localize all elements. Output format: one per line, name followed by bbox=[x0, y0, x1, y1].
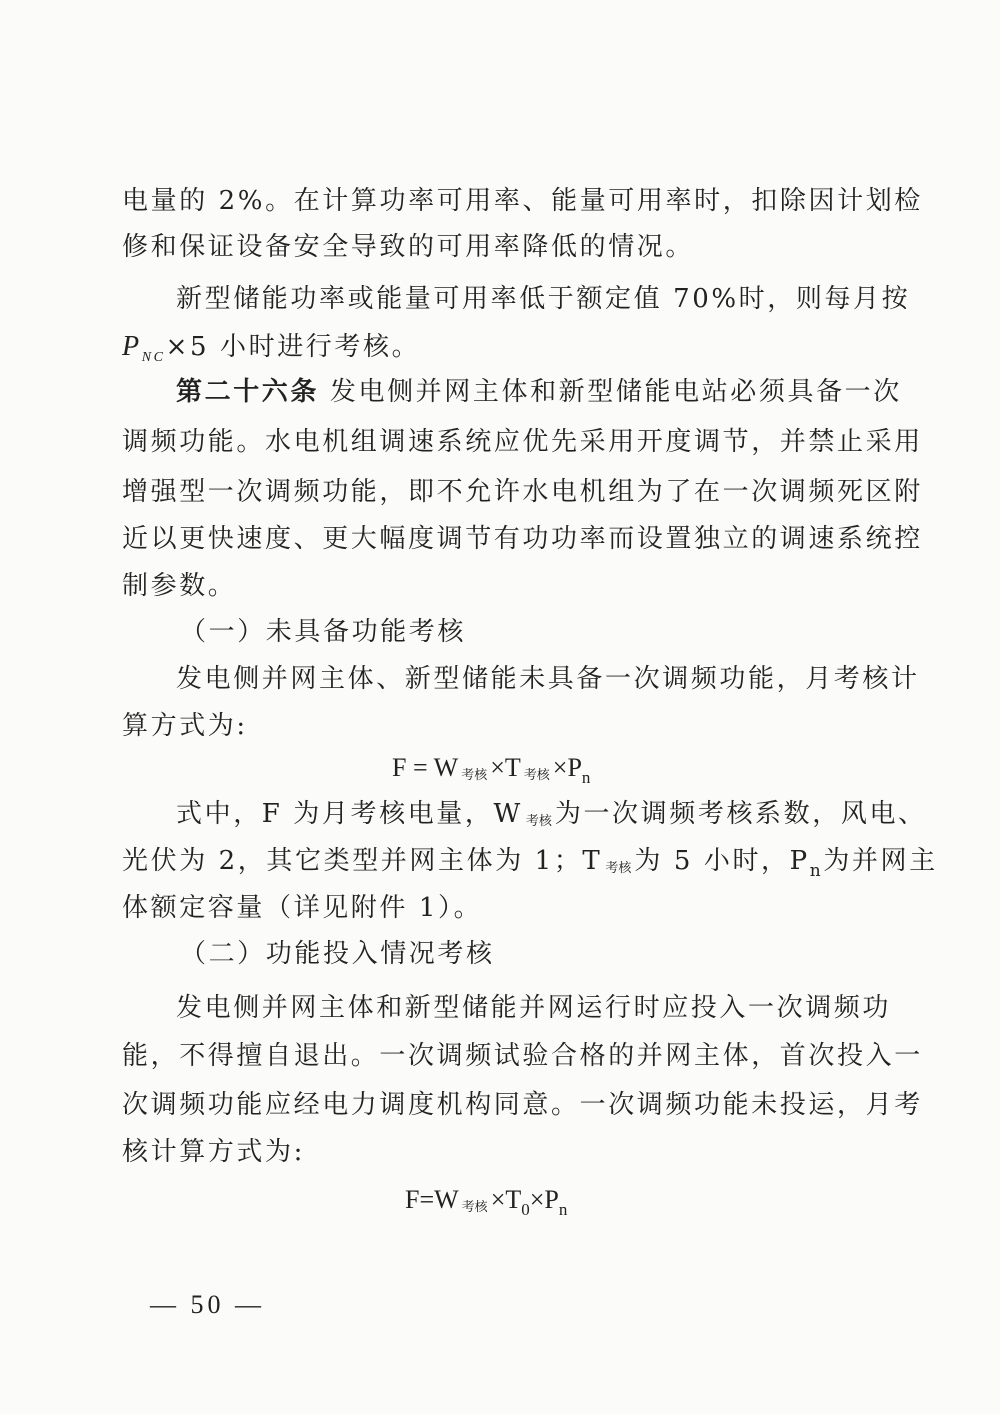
explain-line1-a: 式中，F 为月考核电量，W bbox=[176, 799, 523, 829]
explain-line1-sub: 考核 bbox=[525, 814, 552, 829]
explain-line2-c: 为并网主 bbox=[823, 846, 938, 876]
explain-line2-sub2: n bbox=[809, 861, 824, 881]
para2-line1: 新型储能功率或能量可用率低于额定值 70%时，则每月按 bbox=[176, 284, 911, 314]
article26-line4: 近以更快速度、更大幅度调节有功功率而设置独立的调速系统控 bbox=[122, 524, 923, 554]
formula1-sub2: 考核 bbox=[523, 768, 550, 783]
section2-line4: 核计算方式为: bbox=[122, 1137, 305, 1167]
article26-heading: 第二十六条 bbox=[176, 377, 320, 407]
para1-line1: 电量的 2%。在计算功率可用率、能量可用率时，扣除因计划检 bbox=[122, 186, 923, 216]
formula2-tail: ×P bbox=[529, 1185, 559, 1214]
explain-line1-b: 为一次调频考核系数，风电、 bbox=[554, 799, 927, 829]
article26-line1-rest: 发电侧并网主体和新型储能电站必须具备一次 bbox=[319, 377, 902, 407]
formula1-mid: ×T bbox=[490, 753, 521, 782]
article26-line1 bbox=[176, 367, 936, 417]
section1-heading: （一）未具备功能考核 bbox=[180, 617, 467, 647]
explain-line3: 体额定容量（详见附件 1）。 bbox=[122, 893, 483, 923]
page-number: — 50 — bbox=[150, 1290, 265, 1319]
para2-line2-rest: ×5 小时进行考核。 bbox=[165, 332, 421, 362]
article26-line5: 制参数。 bbox=[122, 571, 237, 601]
explain-line2-sub: 考核 bbox=[605, 861, 632, 876]
section2-line2: 能，不得擅自退出。一次调频试验合格的并网主体，首次投入一 bbox=[122, 1041, 923, 1071]
article26-line3: 增强型一次调频功能，即不允许水电机组为了在一次调频死区附 bbox=[122, 477, 923, 507]
formula2-sub2: 0 bbox=[521, 1200, 530, 1219]
formula2-mid: ×T bbox=[490, 1185, 522, 1214]
pnc-subscript: NC bbox=[141, 350, 166, 365]
formula1-lhs: F = W bbox=[392, 753, 459, 782]
formula2-sub3: n bbox=[558, 1200, 568, 1219]
pnc-symbol: P bbox=[122, 331, 142, 362]
formula2-sub1: 考核 bbox=[461, 1200, 488, 1215]
formula1-tail: ×P bbox=[552, 753, 582, 782]
article26-line2: 调频功能。水电机组调速系统应优先采用开度调节，并禁止采用 bbox=[122, 427, 923, 457]
formula2-lhs: F=W bbox=[405, 1185, 459, 1214]
explain-line2-b: 为 5 小时，P bbox=[634, 846, 810, 876]
section2-line3: 次调频功能应经电力调度机构同意。一次调频功能未投运，月考 bbox=[122, 1090, 923, 1120]
section2-heading: （二）功能投入情况考核 bbox=[180, 939, 495, 969]
formula-1 bbox=[392, 748, 590, 793]
section2-line1: 发电侧并网主体和新型储能并网运行时应投入一次调频功 bbox=[176, 993, 892, 1023]
formula-2 bbox=[405, 1180, 567, 1225]
section1-line2: 算方式为: bbox=[122, 711, 248, 741]
para1-line2: 修和保证设备安全导致的可用率降低的情况。 bbox=[122, 232, 695, 262]
section1-line1: 发电侧并网主体、新型储能未具备一次调频功能，月考核计 bbox=[176, 664, 920, 694]
explain-line2-a: 光伏为 2，其它类型并网主体为 1；T bbox=[122, 846, 603, 876]
formula1-sub1: 考核 bbox=[461, 768, 488, 783]
formula1-sub3: n bbox=[581, 768, 591, 787]
